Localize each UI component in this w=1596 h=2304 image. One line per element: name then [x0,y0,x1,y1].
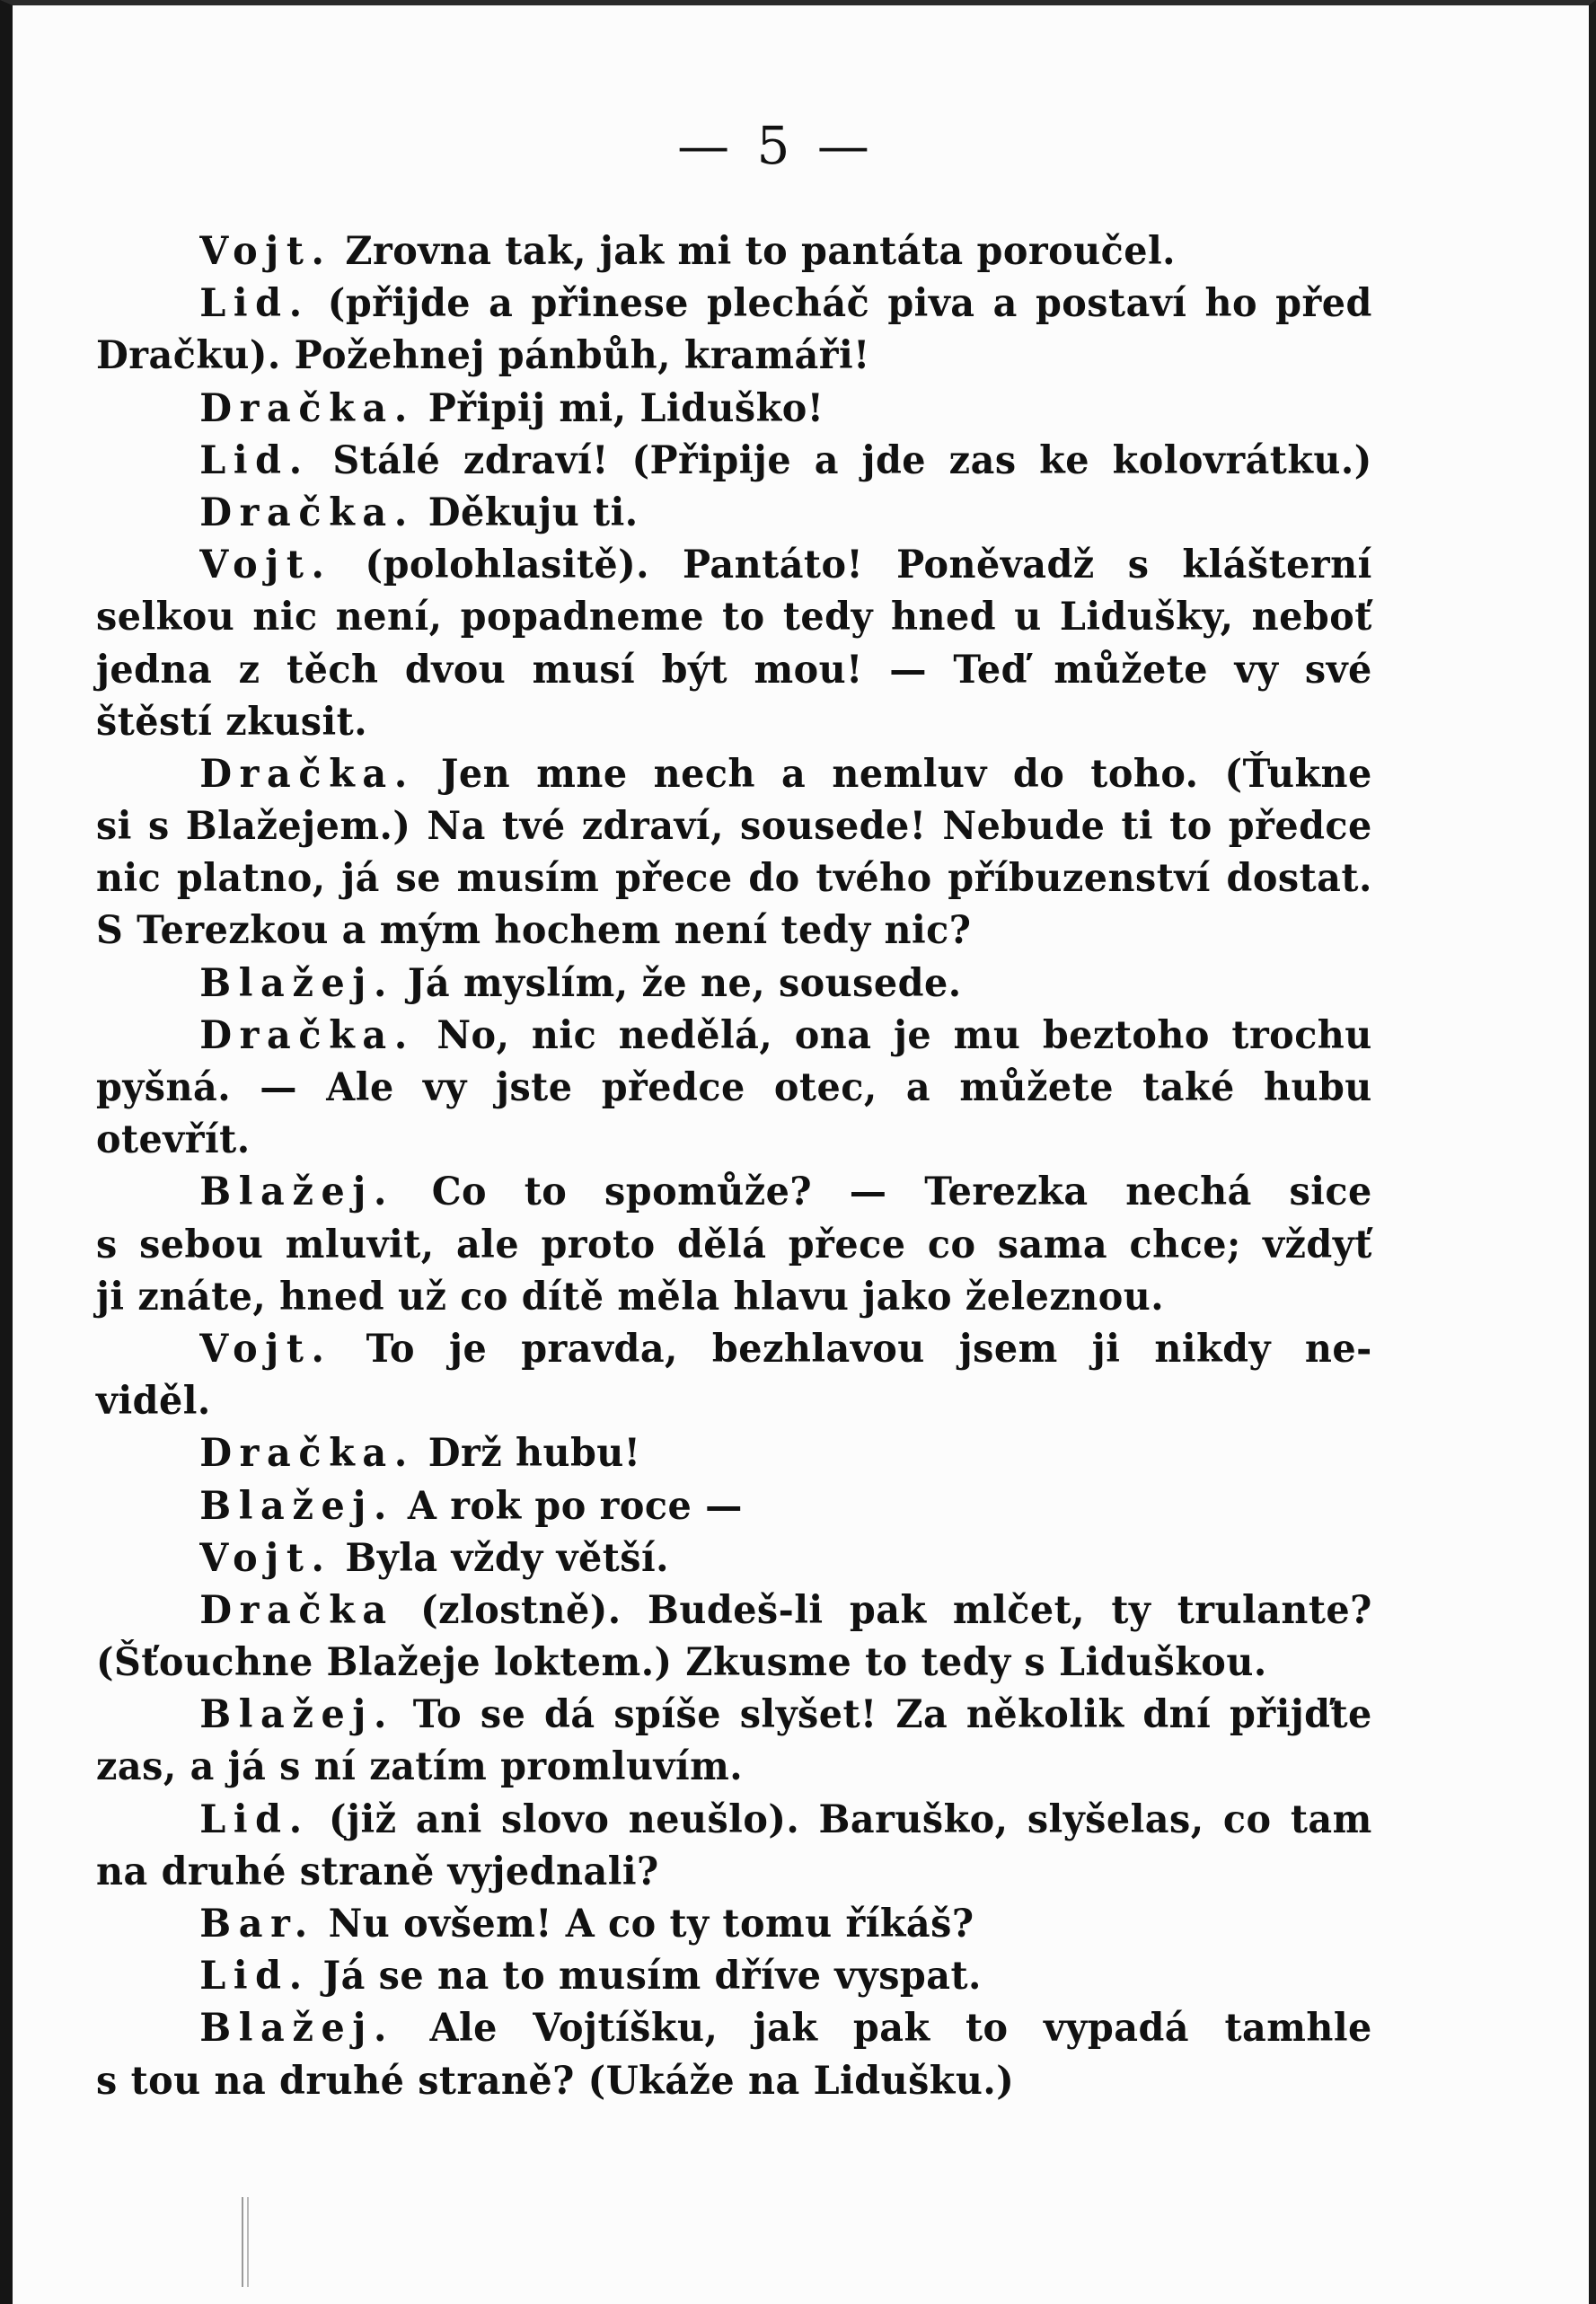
line-text: Já se na to musím dříve vyspat. [309,1954,982,1999]
line-text: No, nic nedělá, ona je mu beztoho trochu [414,1012,1372,1058]
line-text: ji znáte, hned už co dítě měla hlavu jako železnou. [96,1274,1165,1320]
line-text: viděl. [96,1379,211,1425]
text-line [96,1427,1372,1479]
text-line [96,800,1372,852]
line-text: otevřít. [96,1117,251,1163]
page-number: — 5 — [677,115,875,176]
line-text: si s Blažejem.) Na tvé zdraví, sousede! Nebude ti to předce [96,804,1372,850]
speaker-name: Dračka. [199,385,415,431]
line-text: Ale Vojtíšku, jak pak to vypadá tamhle [394,2006,1372,2052]
text-line [96,1010,1372,1062]
text-line [96,1219,1372,1271]
text-line [96,1375,1372,1427]
speaker-name: Blažej. [199,1170,395,1215]
text-line [96,1271,1372,1323]
text-line [96,2002,1372,2054]
text-line [96,539,1372,591]
speaker-name: Lid. [199,281,310,327]
line-text: Stálé zdraví! (Připije a jde zas ke kolovrátku.) [309,437,1372,483]
text-line [96,958,1372,1010]
text-line [96,330,1372,382]
text-line [96,1689,1372,1741]
text-line [96,278,1372,330]
text-line [96,1950,1372,2002]
text-line [96,644,1372,696]
line-text: To je pravda, bezhlavou jsem ji nikdy ne- [331,1326,1372,1372]
text-line [96,1532,1372,1585]
line-text: (Šťouchne Blažeje loktem.) Zkusme to tedy s Liduškou. [96,1640,1267,1686]
text-line [96,1898,1372,1950]
line-text: S Terezkou a mým hochem není tedy nic? [96,908,972,954]
speaker-name: Blažej. [199,2006,395,2052]
speaker-name: Vojt. [199,1535,332,1581]
speaker-name: Blažej. [199,1692,395,1738]
dialogue-text [96,225,1425,2107]
line-text: Připij mi, Liduško! [414,385,824,431]
text-line [96,1585,1372,1637]
line-text: Dračku). Požehnej pánbůh, kramáři! [96,333,870,379]
line-text: s sebou mluvit, ale proto dělá přece co sama chce; vždyť [96,1222,1372,1267]
line-text: zas, a já s ní zatím promluvím. [96,1744,744,1790]
speaker-name: Lid. [199,1954,310,1999]
line-text: To se dá spíše slyšet! Za několik dní přijďte [394,1692,1372,1738]
text-line [96,591,1372,643]
line-text: selkou nic není, popadneme to tedy hned u Lidušky, neboť [96,595,1372,640]
text-line [96,852,1372,905]
text-line [96,905,1372,957]
line-text: pyšná. — Ale vy jste předce otec, a můžete také hubu [96,1065,1372,1110]
text-line [96,1480,1372,1532]
speaker-name: Vojt. [199,1326,332,1372]
speaker-name: Dračka. [199,751,415,797]
line-text: Co to spomůže? — Terezka nechá sice [394,1170,1372,1215]
text-line [96,1166,1372,1218]
line-text: (zlostně). Budeš-li pak mlčet, ty trulante? [393,1587,1372,1633]
text-line [96,748,1372,800]
text-line [96,383,1372,435]
text-line [96,1741,1372,1793]
text-line [96,1846,1372,1898]
speaker-name: Vojt. [199,543,332,588]
speaker-name: Dračka. [199,1012,415,1058]
speaker-name: Dračka. [199,490,415,535]
speaker-name: Lid. [199,1796,310,1842]
line-text: (přijde a přinese plecháč piva a postaví ho před [309,281,1372,327]
line-text: jedna z těch dvou musí být mou! — Teď můžete vy své [96,647,1372,693]
line-text: Já myslím, že ne, sousede. [394,960,962,1006]
scan-mark [242,2197,249,2287]
line-text: nic platno, já se musím přece do tvého příbuzenství dostat. [96,856,1372,902]
text-line [96,225,1372,278]
text-line [96,1114,1372,1166]
text-line [96,1062,1372,1114]
text-line [96,435,1372,487]
text-line [96,1323,1372,1375]
speaker-name: Bar. [199,1902,315,1946]
speaker-name: Dračka. [199,1431,415,1477]
line-text: s tou na druhé straně? (Ukáže na Lidušku.) [96,2058,1015,2104]
line-text: Drž hubu! [414,1431,641,1477]
line-text: A rok po roce — [394,1483,743,1529]
text-line [96,696,1372,748]
speaker-name: Vojt. [199,229,332,274]
line-text: Nu ovšem! A co ty tomu říkáš? [314,1902,974,1946]
text-line [96,2055,1372,2107]
line-text: (již ani slovo neušlo). Baruško, slyšelas, co tam [309,1796,1372,1842]
line-text: Jen mne nech a nemluv do toho. (Ťukne [414,751,1372,797]
speaker-name: Lid. [199,437,310,483]
line-text: Byla vždy větší. [331,1535,670,1581]
text-line [96,487,1372,539]
text-line [96,1637,1372,1689]
speaker-name: Blažej. [199,1483,395,1529]
line-text: na druhé straně vyjednali? [96,1849,659,1894]
line-text: (polohlasitě). Pantáto! Poněvadž s klášterní [331,543,1372,588]
line-text: štěstí zkusit. [96,699,368,745]
speaker-name: Blažej. [199,960,395,1006]
speaker-name: Dračka [199,1587,394,1633]
line-text: Děkuju ti. [414,490,639,535]
line-text: Zrovna tak, jak mi to pantáta poroučel. [331,229,1176,274]
text-line [96,1794,1372,1846]
